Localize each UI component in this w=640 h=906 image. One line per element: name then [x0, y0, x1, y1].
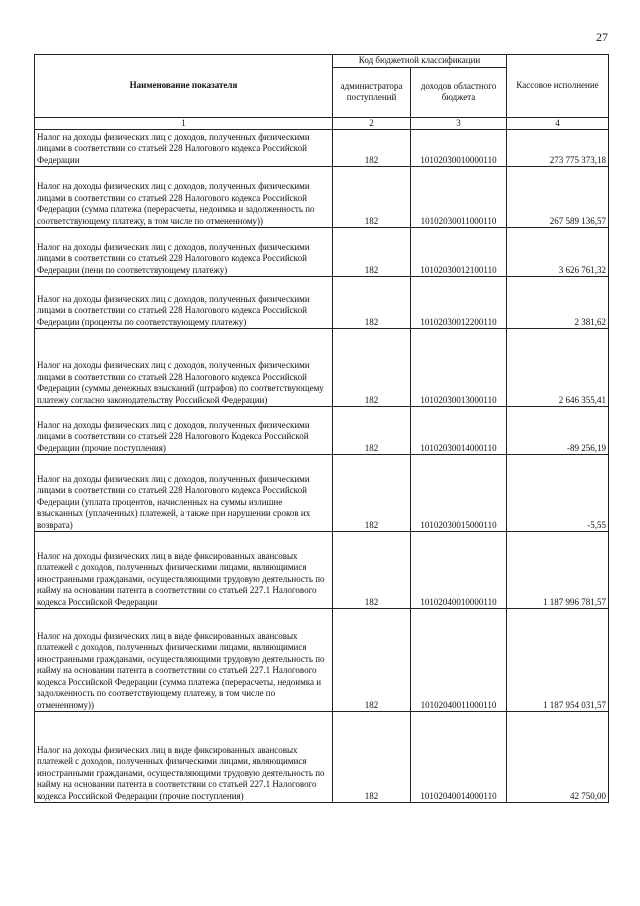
admin-code: 182 — [333, 329, 411, 407]
column-number: 2 — [333, 117, 411, 130]
cash-execution-amount: 3 626 761,32 — [507, 228, 609, 277]
column-number-row — [35, 117, 609, 130]
admin-code: 182 — [333, 277, 411, 329]
table-row — [35, 712, 609, 803]
budget-table — [34, 54, 609, 803]
cash-execution-amount: 42 750,00 — [507, 712, 609, 803]
budget-code: 10102030011000110 — [411, 167, 507, 228]
column-number: 4 — [507, 117, 609, 130]
table-row — [35, 455, 609, 532]
table-row — [35, 609, 609, 712]
cash-execution-amount: 2 381,62 — [507, 277, 609, 329]
budget-code: 10102030012100110 — [411, 228, 507, 277]
admin-code: 182 — [333, 407, 411, 455]
indicator-name: Налог на доходы физических лиц с доходов, полученных физическими лицами в соответствии со статьей 228 Налогового кодекса Российской Федерации (суммы денежных взысканий (штрафов) по соответствующему платежу согласно законодательству Российской Федерации) — [35, 329, 333, 407]
admin-code: 182 — [333, 712, 411, 803]
table-row — [35, 277, 609, 329]
header-admin: администратора поступлений — [333, 67, 411, 117]
indicator-name: Налог на доходы физических лиц с доходов, полученных физическими лицами в соответствии со статьей 228 Налогового кодекса Российской Федерации (сумма платежа (перерасчеты, недоимка и задолженность по соответствующему платежу, в том числе по отмененному)) — [35, 167, 333, 228]
cash-execution-amount: -89 256,19 — [507, 407, 609, 455]
indicator-name: Налог на доходы физических лиц в виде фиксированных авансовых платежей с доходов, полученных физическими лицами, являющимися иностранными гражданами, осуществляющими трудовую деятельность по найму на основании патента в соответствии со статьей 227.1 Налогового кодекса Российской Федерации (прочие поступления) — [35, 712, 333, 803]
indicator-name: Налог на доходы физических лиц в виде фиксированных авансовых платежей с доходов, полученных физическими лицами, являющимися иностранными гражданами, осуществляющими трудовую деятельность по найму на основании патента в соответствии со статьей 227.1 Налогового кодекса Российской Федерации — [35, 532, 333, 609]
budget-code: 10102040014000110 — [411, 712, 507, 803]
table-row — [35, 532, 609, 609]
budget-code: 10102030013000110 — [411, 329, 507, 407]
table-row — [35, 228, 609, 277]
cash-execution-amount: 267 589 136,57 — [507, 167, 609, 228]
cash-execution-amount: -5,55 — [507, 455, 609, 532]
budget-code: 10102040010000110 — [411, 532, 507, 609]
header-name: Наименование показателя — [35, 55, 333, 118]
indicator-name: Налог на доходы физических лиц с доходов, полученных физическими лицами в соответствии со статьей 228 Налогового кодекса Российской Федерации — [35, 130, 333, 167]
budget-code: 10102030010000110 — [411, 130, 507, 167]
table-row — [35, 407, 609, 455]
column-number: 3 — [411, 117, 507, 130]
budget-code: 10102030012200110 — [411, 277, 507, 329]
cash-execution-amount: 273 775 373,18 — [507, 130, 609, 167]
admin-code: 182 — [333, 130, 411, 167]
header-kbk-group: Код бюджетной классификации — [333, 55, 507, 68]
cash-execution-amount: 1 187 954 031,57 — [507, 609, 609, 712]
indicator-name: Налог на доходы физических лиц с доходов, полученных физическими лицами в соответствии со статьей 228 Налогового кодекса Российской Федерации (пени по соответствующему платежу) — [35, 228, 333, 277]
admin-code: 182 — [333, 455, 411, 532]
header-execution: Кассовое исполнение — [507, 55, 609, 118]
admin-code: 182 — [333, 532, 411, 609]
indicator-name: Налог на доходы физических лиц с доходов, полученных физическими лицами в соответствии со статьей 228 Налогового Кодекса Российской Федерации (прочие поступления) — [35, 407, 333, 455]
cash-execution-amount: 1 187 996 781,57 — [507, 532, 609, 609]
budget-code: 10102030014000110 — [411, 407, 507, 455]
budget-code: 10102030015000110 — [411, 455, 507, 532]
admin-code: 182 — [333, 609, 411, 712]
indicator-name: Налог на доходы физических лиц в виде фиксированных авансовых платежей с доходов, полученных физическими лицами, являющимися иностранными гражданами, осуществляющими трудовую деятельность по найму на основании патента в соответствии со статьей 227.1 Налогового кодекса Российской Федерации (сумма платежа (перерасчеты, недоимка и задолженность по соответствующему платежу, в том числе по отмененному)) — [35, 609, 333, 712]
table-row — [35, 329, 609, 407]
table-row — [35, 167, 609, 228]
admin-code: 182 — [333, 228, 411, 277]
indicator-name: Налог на доходы физических лиц с доходов, полученных физическими лицами в соответствии со статьей 228 Налогового кодекса Российской Федерации (уплата процентов, начисленных на суммы излишне взысканных (уплаченных) платежей, а также при нарушении сроков их возврата) — [35, 455, 333, 532]
indicator-name: Налог на доходы физических лиц с доходов, полученных физическими лицами в соответствии со статьей 228 Налогового кодекса Российской Федерации (проценты по соответствующему платежу) — [35, 277, 333, 329]
page-number: 27 — [596, 30, 608, 44]
table-row — [35, 130, 609, 167]
budget-code: 10102040011000110 — [411, 609, 507, 712]
admin-code: 182 — [333, 167, 411, 228]
column-number: 1 — [35, 117, 333, 130]
header-income-code: доходов областного бюджета — [411, 67, 507, 117]
cash-execution-amount: 2 646 355,41 — [507, 329, 609, 407]
